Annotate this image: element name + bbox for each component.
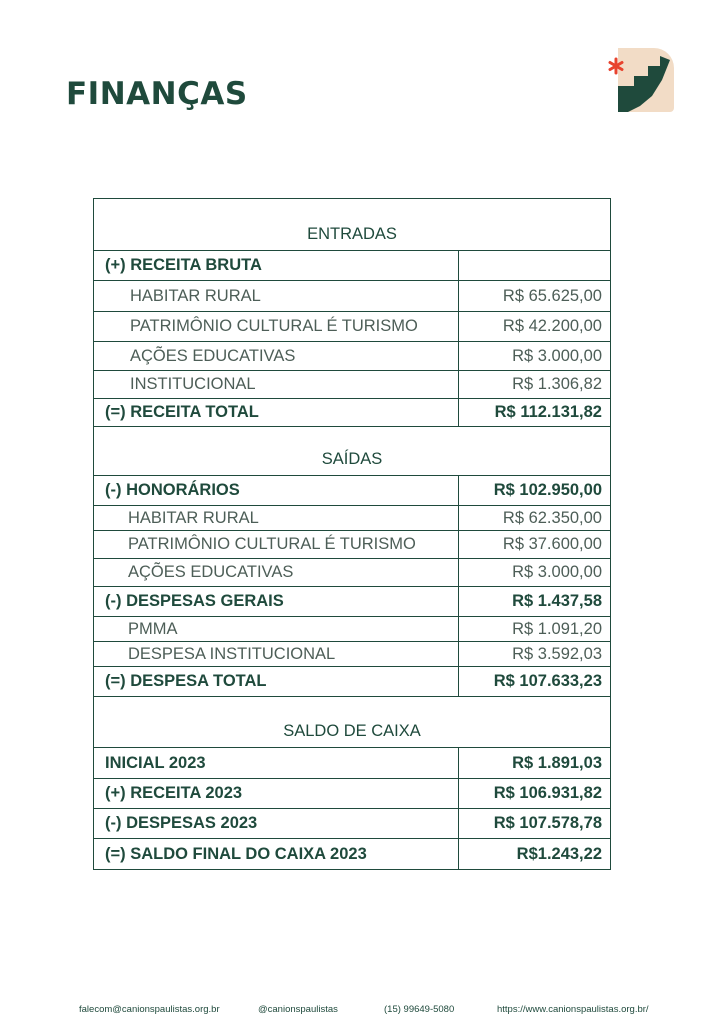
page-title: FINANÇAS [66,76,248,112]
row-saida-patrimonio: PATRIMÔNIO CULTURAL É TURISMO R$ 37.600,00 [94,531,610,559]
row-despesa-institucional: DESPESA INSTITUCIONAL R$ 3.592,03 [94,642,610,667]
footer-email[interactable]: falecom@canionspaulistas.org.br [79,1004,220,1015]
row-receita-acoes: AÇÕES EDUCATIVAS R$ 3.000,00 [94,342,610,371]
row-receita-2023: (+) RECEITA 2023 R$ 106.931,82 [94,779,610,809]
row-receita-bruta: (+) RECEITA BRUTA [94,251,610,281]
row-pmma: PMMA R$ 1.091,20 [94,617,610,642]
row-inicial-2023: INICIAL 2023 R$ 1.891,03 [94,748,610,779]
row-despesas-gerais: (-) DESPESAS GERAIS R$ 1.437,58 [94,587,610,617]
row-receita-patrimonio: PATRIMÔNIO CULTURAL É TURISMO R$ 42.200,00 [94,312,610,342]
row-saldo-final: (=) SALDO FINAL DO CAIXA 2023 R$1.243,22 [94,839,610,869]
row-receita-total: (=) RECEITA TOTAL R$ 112.131,82 [94,399,610,427]
section-saidas: SAÍDAS [94,427,610,476]
section-entradas: ENTRADAS [94,199,610,251]
finance-table [93,198,611,870]
canyon-logo-icon [604,46,676,116]
section-saldo-de-caixa: SALDO DE CAIXA [94,697,610,748]
row-receita-institucional: INSTITUCIONAL R$ 1.306,82 [94,371,610,399]
footer-social[interactable]: @canionspaulistas [258,1004,338,1015]
row-receita-habitar-rural: HABITAR RURAL R$ 65.625,00 [94,281,610,312]
row-saida-acoes: AÇÕES EDUCATIVAS R$ 3.000,00 [94,559,610,587]
row-despesas-2023: (-) DESPESAS 2023 R$ 107.578,78 [94,809,610,839]
row-saida-habitar-rural: HABITAR RURAL R$ 62.350,00 [94,506,610,531]
footer-phone[interactable]: (15) 99649-5080 [384,1004,455,1015]
row-honorarios: (-) HONORÁRIOS R$ 102.950,00 [94,476,610,506]
footer-website[interactable]: https://www.canionspaulistas.org.br/ [497,1004,649,1015]
row-despesa-total: (=) DESPESA TOTAL R$ 107.633,23 [94,667,610,697]
